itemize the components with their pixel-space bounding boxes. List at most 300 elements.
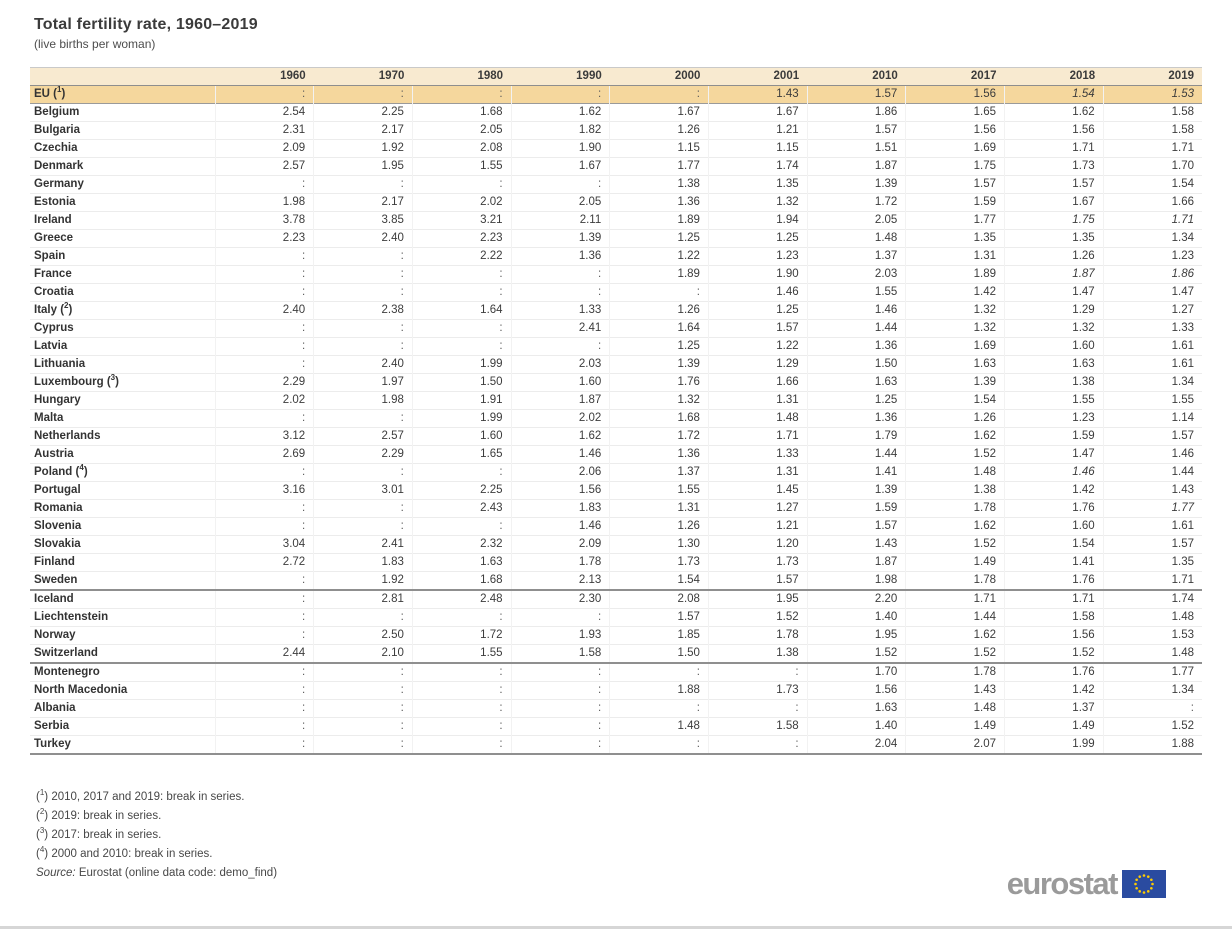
value-cell: 2.09 (511, 536, 610, 554)
footnote-mark: 3 (39, 826, 45, 836)
value-cell: 3.85 (314, 212, 413, 230)
footnote-ref: 3 (110, 373, 116, 383)
value-cell: 1.68 (610, 410, 709, 428)
value-cell: : (610, 663, 709, 682)
value-cell: 1.95 (708, 590, 807, 609)
value-cell: 1.69 (906, 140, 1005, 158)
value-cell: : (215, 736, 314, 755)
table-row (30, 320, 1202, 338)
value-cell: 1.71 (1103, 212, 1202, 230)
value-cell: : (412, 718, 511, 736)
value-cell: 1.35 (708, 176, 807, 194)
value-cell: 1.52 (906, 536, 1005, 554)
value-cell: 1.33 (708, 446, 807, 464)
table-row (30, 302, 1202, 320)
table-row (30, 536, 1202, 554)
value-cell: : (314, 464, 413, 482)
value-cell: 1.74 (1103, 590, 1202, 609)
country-cell: Belgium (34, 106, 80, 118)
value-cell: 1.75 (906, 158, 1005, 176)
table-row (30, 554, 1202, 572)
value-cell: : (412, 338, 511, 356)
country-cell: Luxembourg ($^3$) (34, 373, 119, 388)
value-cell: 1.46 (708, 284, 807, 302)
value-cell: 2.40 (215, 302, 314, 320)
value-cell: 3.01 (314, 482, 413, 500)
value-cell: 2.57 (314, 428, 413, 446)
table-row (30, 140, 1202, 158)
country-cell: Slovakia (34, 538, 81, 550)
value-cell: 1.46 (1005, 464, 1104, 482)
value-cell: 1.61 (1103, 356, 1202, 374)
bottom-rule (0, 926, 1232, 929)
value-cell: 1.71 (906, 590, 1005, 609)
value-cell: 1.55 (610, 482, 709, 500)
table-row (30, 230, 1202, 248)
value-cell: 1.63 (412, 554, 511, 572)
value-cell: 3.12 (215, 428, 314, 446)
value-cell: : (215, 320, 314, 338)
value-cell: : (1103, 700, 1202, 718)
value-cell: 2.69 (215, 446, 314, 464)
country-cell: France (34, 268, 72, 280)
country-cell: Albania (34, 702, 76, 714)
value-cell: 1.21 (708, 518, 807, 536)
value-cell: : (511, 682, 610, 700)
value-cell: 1.67 (708, 104, 807, 122)
footnote-ref: 2 (64, 301, 69, 311)
table-header-row (30, 68, 1202, 86)
value-cell: 2.31 (215, 122, 314, 140)
value-cell: : (215, 627, 314, 645)
value-cell: 1.40 (807, 609, 906, 627)
value-cell: 2.02 (511, 410, 610, 428)
value-cell: 2.03 (807, 266, 906, 284)
value-cell: 1.55 (412, 158, 511, 176)
value-cell: 1.63 (1005, 356, 1104, 374)
page-title: Total fertility rate, 1960–2019 (34, 16, 258, 33)
value-cell: : (412, 86, 511, 104)
value-cell: 1.79 (807, 428, 906, 446)
value-cell: 1.86 (807, 104, 906, 122)
value-cell: : (708, 663, 807, 682)
value-cell: 1.26 (906, 410, 1005, 428)
value-cell: 1.36 (610, 446, 709, 464)
value-cell: 2.13 (511, 572, 610, 591)
value-cell: 1.14 (1103, 410, 1202, 428)
value-cell: : (511, 718, 610, 736)
value-cell: 1.47 (1103, 284, 1202, 302)
value-cell: 1.56 (807, 682, 906, 700)
value-cell: : (314, 609, 413, 627)
value-cell: 1.49 (906, 718, 1005, 736)
value-cell: 1.88 (610, 682, 709, 700)
value-cell: : (314, 338, 413, 356)
value-cell: : (215, 682, 314, 700)
value-cell: 1.23 (1103, 248, 1202, 266)
value-cell: 1.77 (1103, 663, 1202, 682)
value-cell: 1.32 (1005, 320, 1104, 338)
value-cell: : (511, 338, 610, 356)
table-row (30, 590, 1202, 609)
value-cell: : (610, 700, 709, 718)
corner-cell (30, 68, 215, 86)
value-cell: 1.58 (511, 645, 610, 664)
value-cell: 1.32 (610, 392, 709, 410)
value-cell: 1.33 (1103, 320, 1202, 338)
value-cell: 1.48 (1103, 645, 1202, 664)
value-cell: 2.25 (314, 104, 413, 122)
value-cell: 1.27 (708, 500, 807, 518)
value-cell: : (314, 410, 413, 428)
table-row (30, 464, 1202, 482)
footnote-mark: 2 (39, 807, 45, 817)
value-cell: 2.43 (412, 500, 511, 518)
value-cell: 1.58 (1005, 609, 1104, 627)
country-cell: Austria (34, 448, 74, 460)
value-cell: 1.39 (511, 230, 610, 248)
value-cell: : (412, 464, 511, 482)
value-cell: 1.43 (807, 536, 906, 554)
country-cell: Bulgaria (34, 124, 81, 136)
table-row (30, 736, 1202, 755)
value-cell: 1.60 (1005, 338, 1104, 356)
value-cell: 1.54 (610, 572, 709, 591)
table-row (30, 446, 1202, 464)
value-cell: 1.78 (906, 572, 1005, 591)
value-cell: : (314, 736, 413, 755)
value-cell: 1.34 (1103, 374, 1202, 392)
value-cell: : (314, 266, 413, 284)
value-cell: : (215, 590, 314, 609)
value-cell: 1.38 (708, 645, 807, 664)
table-row (30, 627, 1202, 645)
value-cell: 1.69 (906, 338, 1005, 356)
value-cell: 2.22 (412, 248, 511, 266)
value-cell: 1.70 (1103, 158, 1202, 176)
footnote: ($^2$) 2019: break in series. (36, 807, 162, 822)
value-cell: : (511, 609, 610, 627)
value-cell: 1.87 (511, 392, 610, 410)
value-cell: : (215, 338, 314, 356)
value-cell: 1.58 (1103, 104, 1202, 122)
value-cell: 1.57 (1103, 428, 1202, 446)
value-cell: 1.76 (1005, 500, 1104, 518)
source-label: Source: (36, 867, 76, 879)
value-cell: 3.21 (412, 212, 511, 230)
value-cell: : (215, 248, 314, 266)
value-cell: 1.64 (412, 302, 511, 320)
value-cell: : (314, 682, 413, 700)
value-cell: 1.67 (1005, 194, 1104, 212)
country-cell: Latvia (34, 340, 68, 352)
value-cell: 1.98 (215, 194, 314, 212)
value-cell: : (610, 736, 709, 755)
value-cell: 2.54 (215, 104, 314, 122)
country-cell: Ireland (34, 214, 72, 226)
value-cell: 1.56 (1005, 122, 1104, 140)
country-cell: Italy ($^2$) (34, 301, 73, 316)
value-cell: 1.46 (511, 446, 610, 464)
value-cell: 2.02 (215, 392, 314, 410)
value-cell: 1.91 (412, 392, 511, 410)
value-cell: 1.89 (906, 266, 1005, 284)
value-cell: 1.44 (807, 320, 906, 338)
value-cell: : (412, 736, 511, 755)
value-cell: 1.61 (1103, 338, 1202, 356)
table-row (30, 518, 1202, 536)
value-cell: 2.81 (314, 590, 413, 609)
value-cell: 1.60 (412, 428, 511, 446)
value-cell: 1.44 (807, 446, 906, 464)
value-cell: 1.39 (906, 374, 1005, 392)
value-cell: 1.95 (807, 627, 906, 645)
value-cell: : (610, 86, 709, 104)
value-cell: 1.26 (610, 122, 709, 140)
value-cell: 1.86 (1103, 266, 1202, 284)
value-cell: 2.48 (412, 590, 511, 609)
value-cell: 2.06 (511, 464, 610, 482)
value-cell: 1.52 (906, 645, 1005, 664)
country-cell: Hungary (34, 394, 81, 406)
value-cell: 1.56 (906, 122, 1005, 140)
value-cell: 1.43 (1103, 482, 1202, 500)
country-cell: Liechtenstein (34, 611, 109, 623)
value-cell: 1.23 (1005, 410, 1104, 428)
table-row (30, 663, 1202, 682)
value-cell: 1.36 (807, 338, 906, 356)
value-cell: 2.02 (412, 194, 511, 212)
value-cell: : (511, 700, 610, 718)
value-cell: 1.56 (906, 86, 1005, 104)
value-cell: 1.55 (1005, 392, 1104, 410)
value-cell: 1.52 (807, 645, 906, 664)
value-cell: 1.54 (906, 392, 1005, 410)
table-row (30, 392, 1202, 410)
value-cell: 1.59 (807, 500, 906, 518)
value-cell: 1.67 (511, 158, 610, 176)
country-cell: Malta (34, 412, 64, 424)
value-cell: 1.38 (906, 482, 1005, 500)
value-cell: 1.57 (610, 609, 709, 627)
value-cell: 1.89 (610, 266, 709, 284)
value-cell: 2.20 (807, 590, 906, 609)
value-cell: 1.97 (314, 374, 413, 392)
value-cell: : (511, 736, 610, 755)
value-cell: 1.51 (807, 140, 906, 158)
value-cell: 2.44 (215, 645, 314, 664)
value-cell: : (314, 718, 413, 736)
value-cell: 3.78 (215, 212, 314, 230)
country-cell: Iceland (34, 593, 74, 605)
value-cell: 1.55 (1103, 392, 1202, 410)
value-cell: 1.63 (807, 374, 906, 392)
value-cell: 1.54 (1005, 536, 1104, 554)
value-cell: 2.29 (215, 374, 314, 392)
source-text: Eurostat (online data code: demo_find) (78, 867, 278, 879)
value-cell: 1.90 (708, 266, 807, 284)
value-cell: 1.72 (610, 428, 709, 446)
value-cell: : (412, 320, 511, 338)
value-cell: 1.44 (1103, 464, 1202, 482)
value-cell: 1.15 (610, 140, 709, 158)
table-row (30, 248, 1202, 266)
value-cell: 1.62 (906, 518, 1005, 536)
value-cell: 1.62 (906, 428, 1005, 446)
value-cell: 2.30 (511, 590, 610, 609)
value-cell: 1.92 (314, 572, 413, 591)
country-cell: Czechia (34, 142, 78, 154)
value-cell: 1.53 (1103, 627, 1202, 645)
table-row (30, 572, 1202, 591)
value-cell: 1.57 (807, 518, 906, 536)
value-cell: 2.11 (511, 212, 610, 230)
value-cell: : (412, 518, 511, 536)
value-cell: 1.30 (610, 536, 709, 554)
value-cell: : (412, 176, 511, 194)
value-cell: 1.45 (708, 482, 807, 500)
value-cell: : (314, 176, 413, 194)
value-cell: 2.25 (412, 482, 511, 500)
footnote: ($^3$) 2017: break in series. (36, 826, 162, 841)
value-cell: : (412, 266, 511, 284)
value-cell: 1.99 (1005, 736, 1104, 755)
country-cell: Switzerland (34, 647, 98, 659)
country-cell: Greece (34, 232, 74, 244)
value-cell: : (412, 700, 511, 718)
value-cell: : (412, 682, 511, 700)
value-cell: 1.98 (314, 392, 413, 410)
table-row (30, 700, 1202, 718)
table-row (30, 482, 1202, 500)
country-cell: Slovenia (34, 520, 82, 532)
value-cell: 1.32 (906, 320, 1005, 338)
value-cell: 1.40 (807, 718, 906, 736)
footnote: ($^4$) 2000 and 2010: break in series. (36, 845, 213, 860)
value-cell: 1.20 (708, 536, 807, 554)
value-cell: 1.99 (412, 356, 511, 374)
value-cell: 1.54 (1103, 176, 1202, 194)
year-column-header: 1960 (215, 68, 314, 86)
value-cell: : (215, 663, 314, 682)
value-cell: 2.29 (314, 446, 413, 464)
country-cell: Denmark (34, 160, 84, 172)
value-cell: 1.48 (906, 700, 1005, 718)
value-cell: 1.25 (610, 338, 709, 356)
value-cell: : (215, 464, 314, 482)
value-cell: : (314, 248, 413, 266)
value-cell: 1.21 (708, 122, 807, 140)
value-cell: 1.15 (708, 140, 807, 158)
value-cell: 1.22 (610, 248, 709, 266)
value-cell: : (610, 284, 709, 302)
value-cell: 1.48 (708, 410, 807, 428)
value-cell: 1.61 (1103, 518, 1202, 536)
table-row (30, 609, 1202, 627)
value-cell: : (314, 700, 413, 718)
value-cell: 2.08 (610, 590, 709, 609)
year-column-header: 2000 (610, 68, 709, 86)
value-cell: : (215, 609, 314, 627)
value-cell: 1.65 (906, 104, 1005, 122)
table-row (30, 194, 1202, 212)
value-cell: 1.76 (610, 374, 709, 392)
value-cell: 2.40 (314, 230, 413, 248)
value-cell: 1.35 (1005, 230, 1104, 248)
value-cell: : (511, 284, 610, 302)
table-row (30, 266, 1202, 284)
value-cell: 1.59 (1005, 428, 1104, 446)
value-cell: 2.41 (511, 320, 610, 338)
value-cell: 1.76 (1005, 572, 1104, 591)
value-cell: 1.68 (412, 572, 511, 591)
country-cell: Netherlands (34, 430, 101, 442)
value-cell: 1.57 (1005, 176, 1104, 194)
value-cell: 1.34 (1103, 682, 1202, 700)
table-row (30, 176, 1202, 194)
value-cell: 1.57 (708, 572, 807, 591)
value-cell: 1.55 (807, 284, 906, 302)
value-cell: : (412, 663, 511, 682)
eu-flag-icon (1122, 870, 1166, 898)
table-row (30, 645, 1202, 664)
value-cell: 2.08 (412, 140, 511, 158)
value-cell: 1.70 (807, 663, 906, 682)
value-cell: : (314, 86, 413, 104)
country-cell: Spain (34, 250, 66, 262)
value-cell: 1.78 (906, 663, 1005, 682)
value-cell: 1.46 (1103, 446, 1202, 464)
value-cell: : (215, 518, 314, 536)
value-cell: 1.56 (1005, 627, 1104, 645)
value-cell: 1.71 (708, 428, 807, 446)
value-cell: 1.52 (708, 609, 807, 627)
footnote: ($^1$) 2010, 2017 and 2019: break in series. (36, 788, 245, 803)
table-row (30, 284, 1202, 302)
value-cell: 1.71 (1005, 590, 1104, 609)
year-column-header: 2010 (807, 68, 906, 86)
country-cell: Finland (34, 556, 75, 568)
value-cell: 1.29 (708, 356, 807, 374)
year-column-header: 1970 (314, 68, 413, 86)
table-row (30, 122, 1202, 140)
value-cell: 1.73 (708, 682, 807, 700)
value-cell: 1.31 (610, 500, 709, 518)
year-column-header: 1990 (511, 68, 610, 86)
value-cell: : (215, 356, 314, 374)
country-cell: EU ($^1$) (34, 85, 66, 100)
value-cell: : (215, 718, 314, 736)
value-cell: 1.83 (314, 554, 413, 572)
table-row (30, 356, 1202, 374)
value-cell: 1.44 (906, 609, 1005, 627)
country-cell: Germany (34, 178, 84, 190)
value-cell: 1.29 (1005, 302, 1104, 320)
value-cell: 1.42 (1005, 482, 1104, 500)
value-cell: 1.87 (1005, 266, 1104, 284)
value-cell: 1.62 (511, 104, 610, 122)
year-column-header: 2001 (708, 68, 807, 86)
value-cell: 1.41 (1005, 554, 1104, 572)
country-cell: Romania (34, 502, 83, 514)
table-row (30, 338, 1202, 356)
value-cell: 1.93 (511, 627, 610, 645)
value-cell: 1.31 (708, 392, 807, 410)
value-cell: 1.23 (708, 248, 807, 266)
country-cell: Portugal (34, 484, 81, 496)
value-cell: 1.87 (807, 554, 906, 572)
value-cell: 1.35 (1103, 554, 1202, 572)
